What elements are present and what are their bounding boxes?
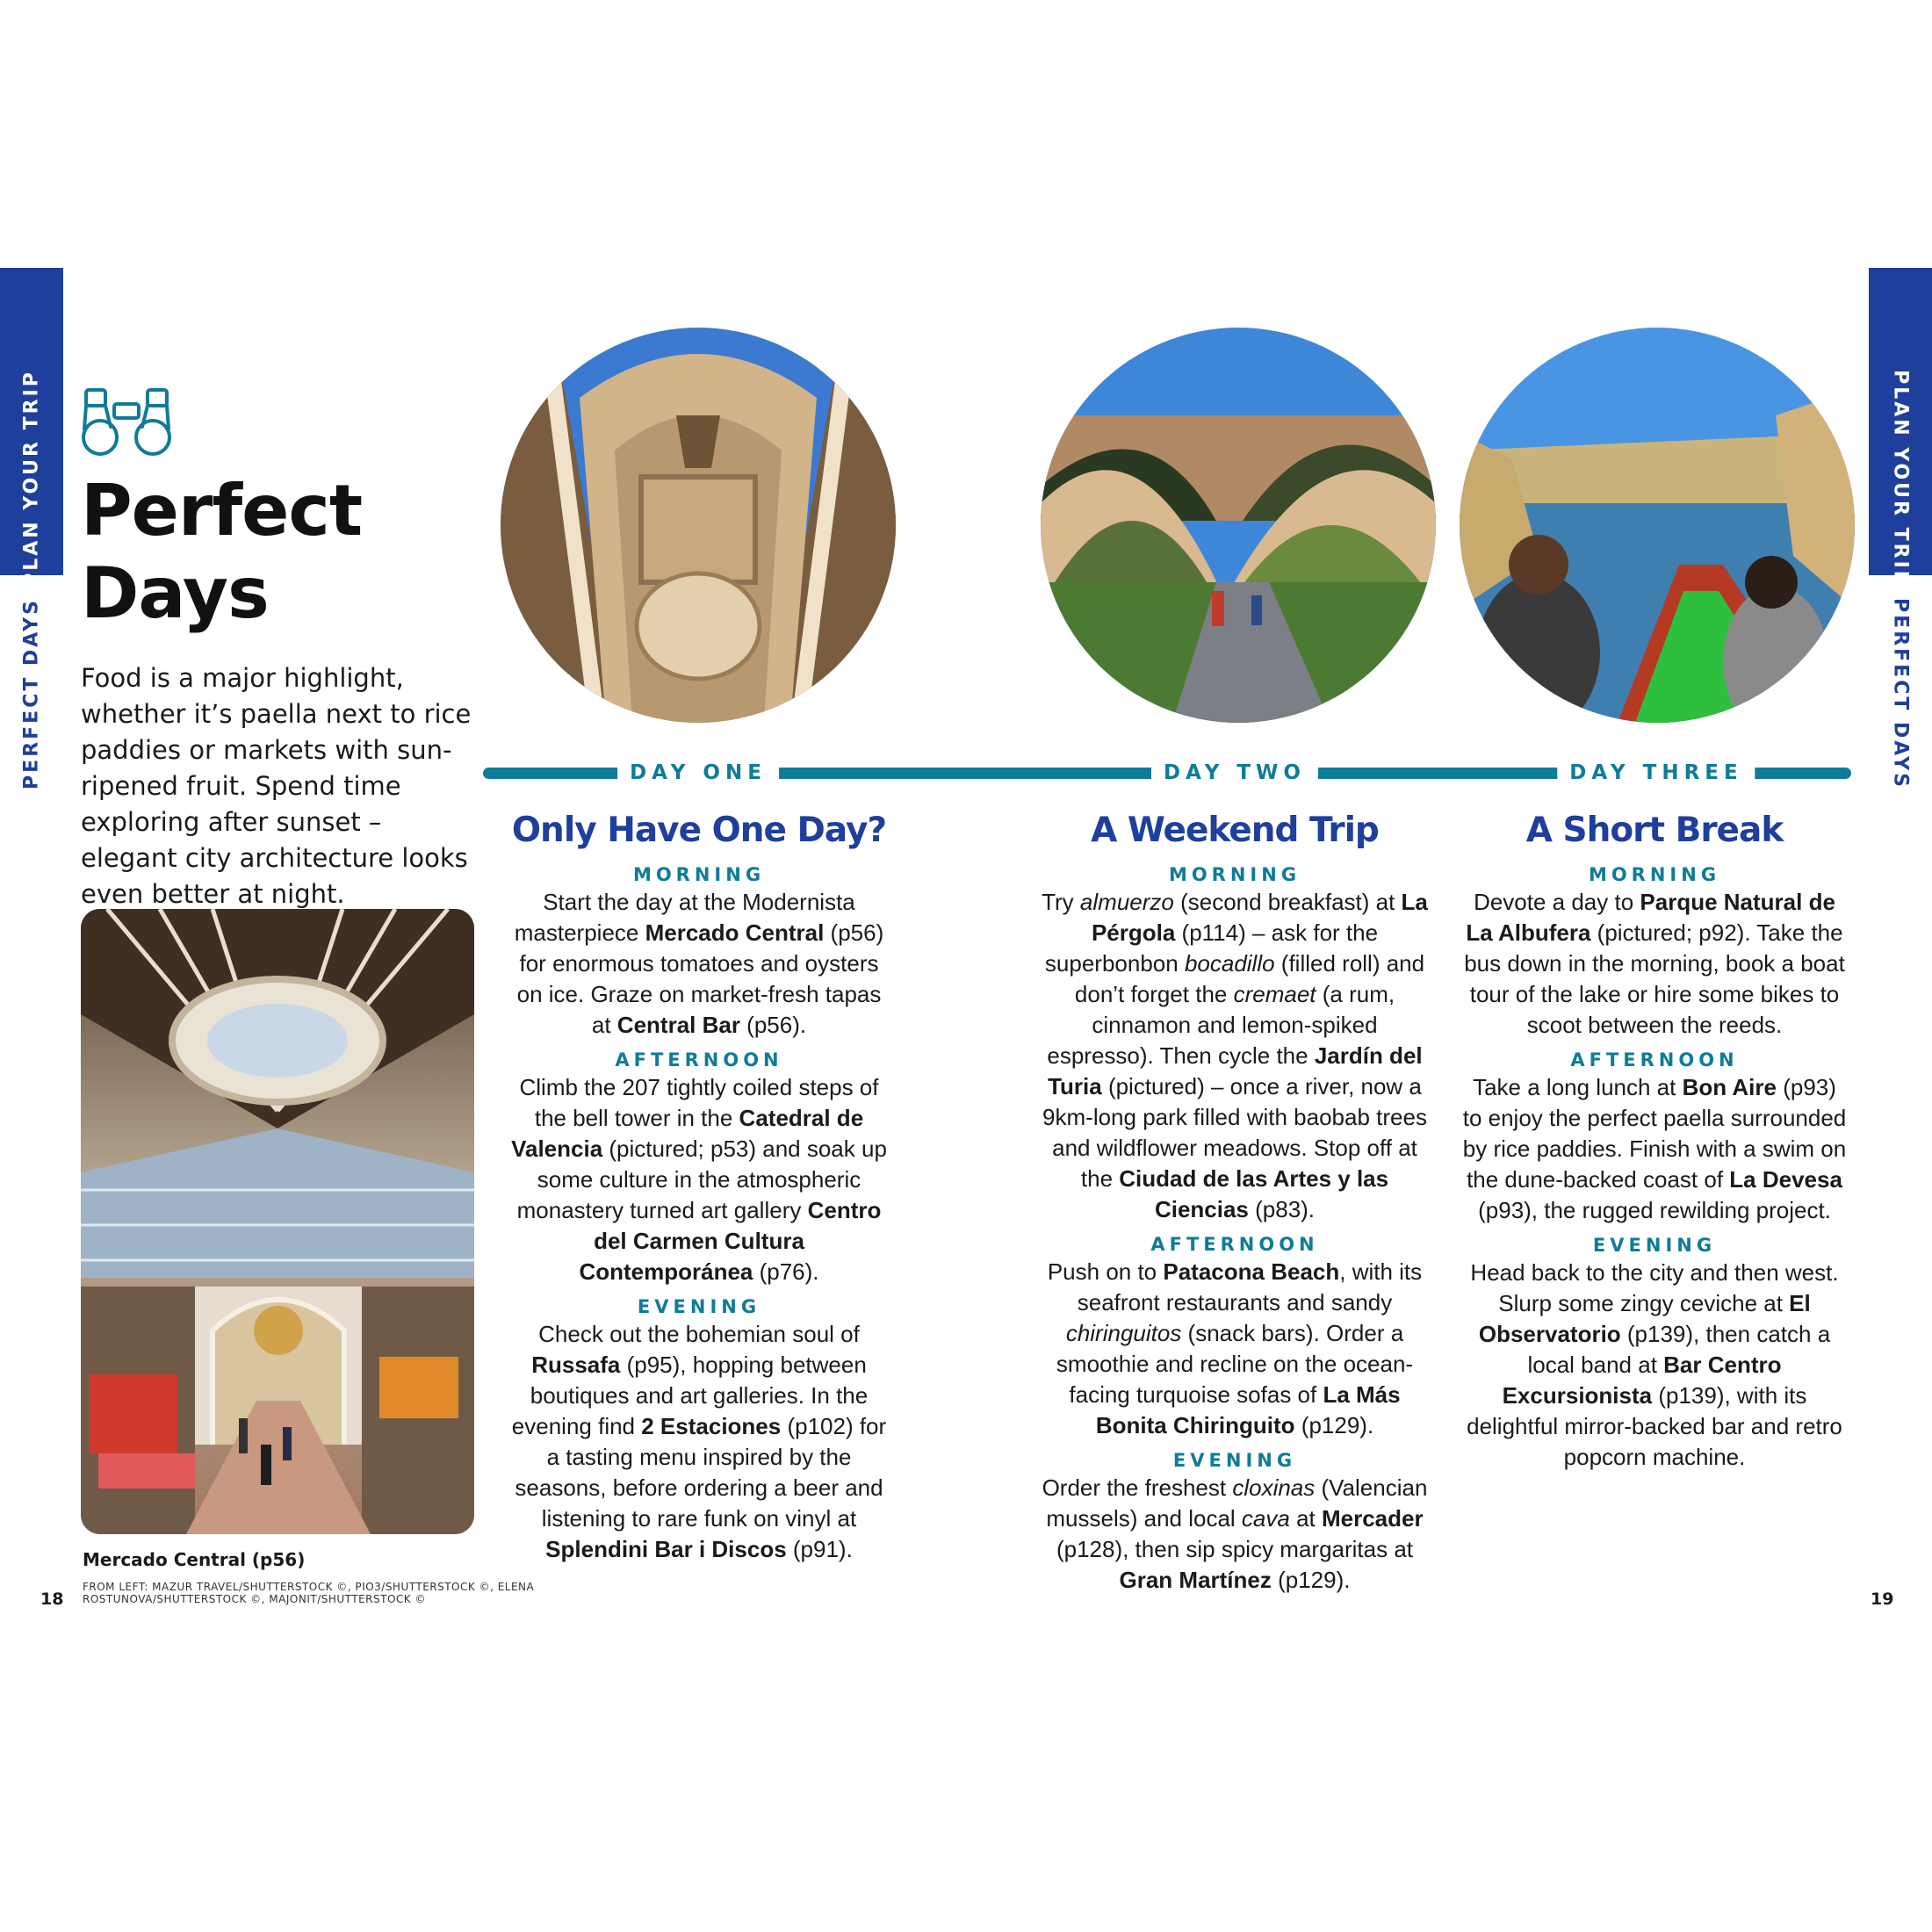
day-two-evening-label: EVENING	[1172, 1450, 1297, 1471]
jardin-del-turia-photo	[1041, 328, 1436, 723]
binoculars-icon	[81, 386, 172, 458]
day-one-heading: Only Have One Day?	[511, 811, 887, 850]
day-one-afternoon-text: Climb the 207 tightly coiled steps of the bell tower in the Catedral de Valencia (pictured; p53) and soak up some culture in the atmospheric monastery turned art gallery Centro del Carmen Cultura Contemporánea (p76).	[511, 1074, 887, 1285]
day-three-morning-label: MORNING	[1588, 864, 1721, 885]
intro-paragraph: Food is a major highlight, whether it’s paella next to rice paddies or markets with sun-ripened fruit. Spend time exploring after sunset – elegant city architecture looks even better at night.	[81, 663, 472, 909]
day-two-afternoon-label: AFTERNOON	[1150, 1234, 1319, 1255]
day-three-label: DAY THREE	[1557, 757, 1755, 789]
page-number-right: 19	[1871, 1590, 1894, 1609]
page-title-line2: Days	[81, 552, 269, 634]
day-two-label: DAY TWO	[1151, 757, 1318, 789]
albufera-photo	[1460, 328, 1855, 723]
day-one-evening-text: Check out the bohemian soul of Russafa (p95), hopping between boutiques and art galleries. In the evening find 2 Estaciones (p102) for a tasting menu inspired by the seasons, before ordering a beer and listening to rare funk on vinyl at Splendini Bar i Discos (p91).	[511, 1321, 887, 1562]
day-one-column	[506, 806, 892, 1565]
day-two-morning-text: Try almuerzo (second breakfast) at La Pérgola (p114) – ask for the superbonbon bocadillo (filled roll) and don’t forget the cremaet (a rum, cinnamon and lemon-spiked espresso). Then cycle the Jardín del Turia (pictured) – once a river, now a 9km-long park filled with baobab trees and wildflower meadows. Stop off at the Ciudad de las Artes y las Ciencias (p83).	[1042, 889, 1428, 1222]
day-three-morning-text: Devote a day to Parque Natural de La Albufera (pictured; p92). Take the bus down in the morning, book a boat tour of the lake or hire some bikes to scoot between the reeds.	[1464, 889, 1845, 1038]
day-two-afternoon-text: Push on to Patacona Beach, with its seafront restaurants and sandy chiringuitos (snack bars). Order a smoothie and recline on the ocean-facing turquoise sofas of La Más Bonita Chiringuito (p129).	[1047, 1258, 1423, 1438]
day-one-morning-label: MORNING	[632, 864, 766, 885]
day-one-afternoon-label: AFTERNOON	[615, 1049, 783, 1071]
page-title-line1: Perfect	[81, 470, 363, 551]
day-one-label: DAY ONE	[617, 757, 779, 789]
day-three-afternoon-text: Take a long lunch at Bon Aire (p93) to enjoy the perfect paella surrounded by rice paddies. Finish with a swim on the dune-backed coast of La Devesa (p93), the rugged rewilding project.	[1462, 1074, 1847, 1223]
day-three-evening-text: Head back to the city and then west. Slurp some zingy ceviche at El Observatorio (p139), then catch a local band at Bar Centro Excursionista (p139), with its delightful mirror-backed bar and retro popcorn machine.	[1467, 1259, 1842, 1470]
photo-credits: FROM LEFT: MAZUR TRAVEL/SHUTTERSTOCK ©, PIO3/SHUTTERSTOCK ©, ELENA ROSTUNOVA/SHUTTERSTOCK ©, MAJONIT/SHUTTERSTOCK ©	[83, 1581, 535, 1605]
side-tab-left-label: PLAN YOUR TRIP	[20, 370, 43, 588]
day-three-evening-label: EVENING	[1592, 1235, 1717, 1256]
side-section-right-label: PERFECT DAYS	[1889, 598, 1912, 789]
page-number-left: 18	[40, 1590, 64, 1609]
day-three-heading: A Short Break	[1525, 811, 1784, 850]
side-section-left-label: PERFECT DAYS	[20, 598, 43, 789]
photo-caption: Mercado Central (p56)	[83, 1549, 306, 1570]
day-one-morning-text: Start the day at the Modernista masterpiece Mercado Central (p56) for enormous tomatoes and oysters on ice. Graze on market-fresh tapas at Central Bar (p56).	[514, 889, 884, 1038]
day-two-morning-label: MORNING	[1168, 864, 1301, 885]
side-tab-right-label: PLAN YOUR TRIP	[1889, 370, 1912, 588]
day-two-evening-text: Order the freshest cloxinas (Valencian mussels) and local cava at Mercader (p128), then sip spicy margaritas at Gran Martínez (p129).	[1042, 1474, 1428, 1593]
day-one-evening-label: EVENING	[637, 1296, 761, 1317]
cathedral-photo	[501, 328, 896, 723]
page-title	[81, 470, 362, 635]
day-two-column	[1042, 806, 1428, 1596]
day-three-afternoon-label: AFTERNOON	[1570, 1049, 1739, 1071]
mercado-central-photo	[81, 909, 474, 1534]
day-three-column	[1461, 806, 1848, 1473]
day-two-heading: A Weekend Trip	[1091, 811, 1379, 850]
